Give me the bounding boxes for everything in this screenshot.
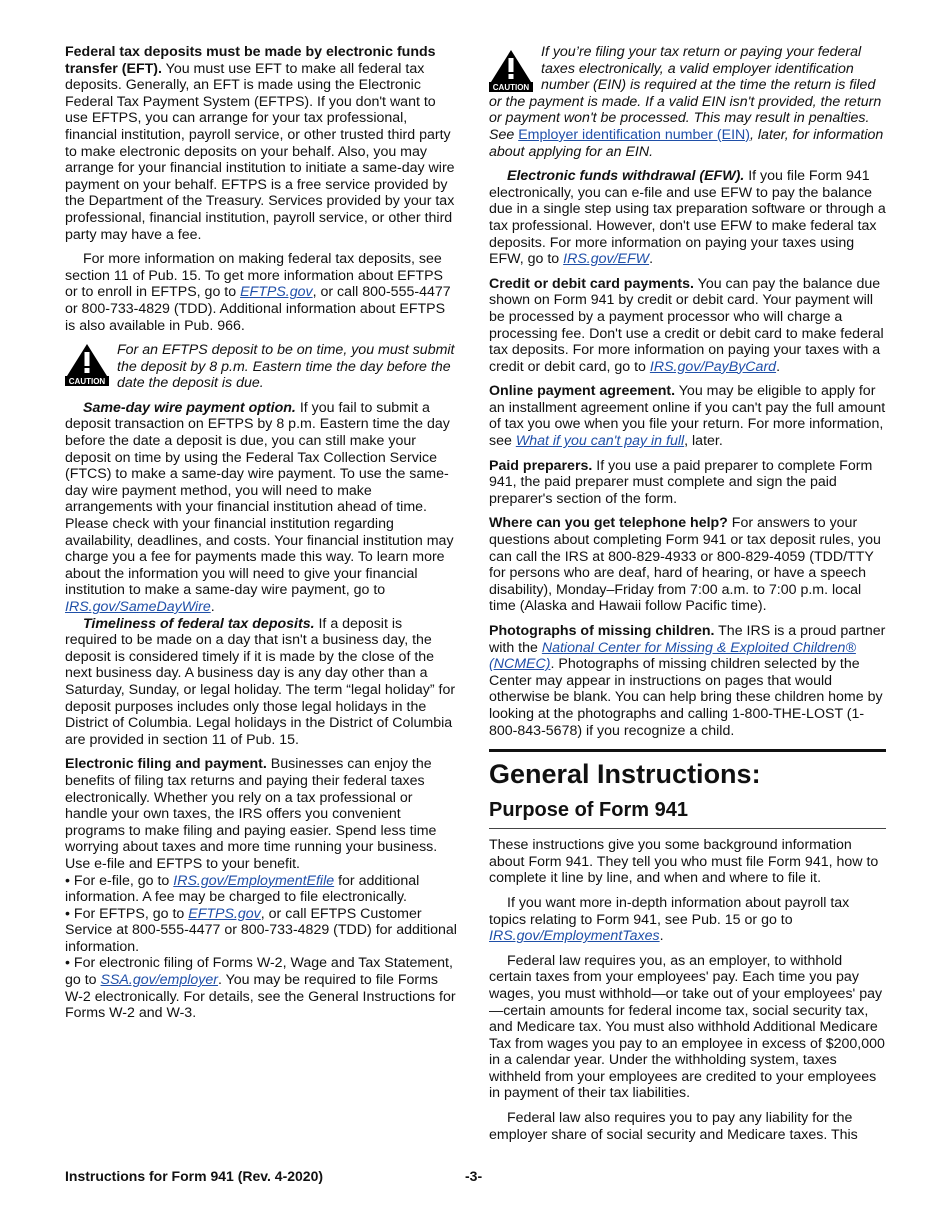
paragraph-efw <box>489 168 886 268</box>
card-payments-body: You can pay the balance due shown on Form 941 by credit or debit card. Your payment will be processed by a payment processor who will charge a processing fee. Don't use a credit or debit card to make federal tax deposits. For more information on paying your taxes with a credit or debit card, go to <box>489 275 884 375</box>
bullet-efile-text: • For e-file, go to <box>65 872 174 889</box>
caution-label: CAUTION <box>492 83 530 92</box>
eftps-link[interactable]: EFTPS.gov <box>240 284 313 301</box>
timeliness-heading: Timeliness of federal tax deposits. <box>83 615 315 632</box>
same-day-wire-link[interactable]: IRS.gov/SameDayWire <box>65 599 211 615</box>
bullet-eftps <box>65 906 458 956</box>
bullet-w2-text: • For electronic filing of Forms W-2, Wage and Tax Statement, go to <box>65 955 453 989</box>
paragraph-electronic-filing <box>65 756 458 872</box>
subheading-divider <box>489 828 886 829</box>
ssa-employer-link[interactable]: SSA.gov/employer <box>100 972 218 989</box>
missing-children-text: The IRS is a proud partner with the <box>489 623 886 656</box>
efw-link[interactable]: IRS.gov/EFW <box>563 251 650 268</box>
eftps-info-text: For more information on making federal tax deposits, see section 11 of Pub. 15. To get more information about EFTPS or to enroll in EFTPS, go to <box>65 251 444 301</box>
footer-title: Instructions for Form 941 (Rev. 4-2020) <box>65 1168 324 1184</box>
paragraph-same-day-wire <box>65 400 458 616</box>
paragraph-paid-preparers <box>489 458 886 508</box>
paragraph-timeliness <box>65 616 458 749</box>
paragraph-background: These instructions give you some background information about Form 941. They tell you who must file Form 941, how to complete it line by line, and when and where to file it. <box>489 837 879 887</box>
paragraph-missing-children <box>489 623 886 739</box>
bullet-efile-text-2: for additional information. A fee may be charged to file electronically. <box>65 872 420 906</box>
caution-ein-text: If you’re filing your tax return or paying your federal taxes electronically, a valid employer identification number (EIN) is required at the time the return is filed or the payment is made. If a valid EIN isn't provided, the return or payment won't be processed. This may result in penalties. See <box>489 44 882 143</box>
online-agreement-heading: Online payment agreement. <box>489 383 676 400</box>
telephone-help-heading: Where can you get telephone help? <box>489 515 728 532</box>
caution-eftps-deadline <box>65 342 458 392</box>
paragraph-employer-share: Federal law also requires you to pay any liability for the employer share of social security and Medicare taxes. This <box>489 1110 858 1143</box>
same-day-wire-body: If you fail to submit a deposit transaction on EFTPS by 8 p.m. Eastern time the day before the date a deposit is due, you can still make your deposit on time by using the Federal Tax Collection Service (FTCS) to make a same-day wire payment. To use the same-day wire payment method, you will need to make arrangements with your financial institution ahead of time. Please check with your financial institution regarding availability, deadlines, and costs. Your financial institution may charge you a fee for payments made this way. To learn more about the information you will need to give your financial institution to make a same-day wire payment, go to <box>65 399 454 599</box>
bullet-eftps-text-2: , or call EFTPS Customer Service at 800-555-4477 or 800-733-4829 (TDD) for additional information. <box>65 905 457 955</box>
purpose-heading: Purpose of Form 941 <box>489 799 688 822</box>
paragraph-withholding: Federal law requires you, as an employer, to withhold certain taxes from your employees' pay. Each time you pay wages, you must withhold—or take out of your employees' pay—certain amounts for federal income tax, social security tax, and Medicare tax. You must also withhold Additional Medicare Tax from wages you pay to an employee in excess of $200,000 in a calendar year. Under the withholding system, taxes withheld from your employees are credited to your employees in payment of their tax liabilities. <box>489 952 885 1102</box>
missing-children-text-2: . Photographs of missing children selected by the Center may appear in instructions on pages that would otherwise be blank. You can help bring these children home by looking at the photographs and calling 1-800-THE-LOST (1-800-843-5678) if you recognize a child. <box>489 656 883 739</box>
eftps-link-2[interactable]: EFTPS.gov <box>188 905 261 922</box>
bullet-w2 <box>65 955 458 1021</box>
efw-heading: Electronic funds withdrawal (EFW). <box>507 168 745 185</box>
timeliness-body: If a deposit is required to be made on a day that isn't a business day, the deposit is considered timely if it is made by the close of the next business day. A business day is any day other than a Saturday, Sunday, or legal holiday. The term “legal holiday” for deposit purposes includes only those legal holidays in the District of Columbia. Legal holidays in the District of Columbia are provided in section 11 of Pub. 15. <box>65 615 456 748</box>
missing-children-heading: Photographs of missing children. <box>489 623 715 639</box>
employment-efile-link[interactable]: IRS.gov/EmploymentEfile <box>173 872 335 889</box>
online-agreement-body: You may be eligible to apply for an installment agreement online if you can't pay the full amount of tax you owe when you file your return. For more information, see <box>489 383 886 450</box>
bullet-efile <box>65 873 458 906</box>
right-column <box>489 44 886 1151</box>
paragraph-eftps-info <box>65 251 458 334</box>
electronic-filing-body: Businesses can enjoy the benefits of filing tax returns and paying their federal taxes electronically. Whether you rely on a tax professional or handle your own taxes, the IRS offers you convenient programs to make filing and paying easier. Spend less time worrying about taxes and more time running your business. Use e-file and EFTPS to your benefit. <box>65 756 438 872</box>
telephone-help-body: For answers to your questions about completing Form 941 or tax deposit rules, you can call the IRS at 800-829-4933 or 800-829-4059 (TDD/TTY for persons who are deaf, hard of hearing, or have a speech disability), Monday–Friday from 7:00 a.m. to 7:00 p.m. local time (Alaska and Hawaii follow Pacific time). <box>489 515 881 615</box>
card-payments-end: . <box>776 358 781 375</box>
efw-end: . <box>649 251 654 268</box>
paragraph-in-depth <box>489 895 886 945</box>
same-day-wire-heading: Same-day wire payment option. <box>83 399 296 416</box>
caution-ein <box>489 44 886 160</box>
in-depth-text: If you want more in-depth information about payroll tax topics relating to Form 941, see Pub. 15 or go to <box>489 894 850 928</box>
bullet-eftps-text: • For EFTPS, go to <box>65 905 189 922</box>
eft-body: You must use EFT to make all federal tax deposits. Generally, an EFT is made using the Electronic Federal Tax Payment System (EFTPS). If you don't want to use EFTPS, you can arrange for your tax professional, financial institution, payroll service, or other trusted third party to make electronic deposits on your behalf. Also, you may arrange for your financial institution to initiate a same-day wire payment on your behalf. EFTPS is a free service provided by the Department of the Treasury. Services provided by your tax professional, financial institution, payroll service, or other third party may have a fee. <box>65 60 455 243</box>
pay-by-card-link[interactable]: IRS.gov/PayByCard <box>649 358 777 375</box>
efw-body: If you file Form 941 electronically, you can e-file and use EFW to pay the balance due in a single step using tax preparation software or through a tax professional. However, don't use EFW to make federal tax deposits. For more information on paying your taxes using EFW, go to <box>489 168 886 268</box>
paragraph-online-agreement <box>489 383 886 449</box>
caution-ein-text-2: , later, for information about applying for an EIN. <box>489 126 884 160</box>
caution-icon <box>489 48 533 92</box>
same-day-wire-end: . <box>210 599 215 615</box>
paragraph-eft <box>65 44 458 243</box>
in-depth-end: . <box>659 928 664 945</box>
eft-heading: Federal tax deposits must be made by electronic funds transfer (EFT). <box>65 44 436 77</box>
paid-preparers-body: If you use a paid preparer to complete Form 941, the paid preparer must complete and sign the paid preparer's section of the form. <box>489 457 873 507</box>
section-divider <box>489 749 886 752</box>
paragraph-telephone-help <box>489 515 886 615</box>
electronic-filing-heading: Electronic filing and payment. <box>65 756 267 773</box>
paid-preparers-heading: Paid preparers. <box>489 457 593 474</box>
general-instructions-heading: General Instructions: <box>489 759 761 790</box>
eftps-info-text-2: , or call 800-555-4477 or 800-733-4829 (TDD). Additional information about EFTPS is also available in Pub. 966. <box>65 284 451 334</box>
left-column <box>65 44 458 1022</box>
employment-taxes-link[interactable]: IRS.gov/EmploymentTaxes <box>489 928 660 945</box>
card-payments-heading: Credit or debit card payments. <box>489 275 694 292</box>
ncmec-link[interactable]: National Center for Missing & Exploited Children® (NCMEC) <box>489 639 856 673</box>
online-agreement-end: , later. <box>684 433 723 450</box>
caution-label: CAUTION <box>68 377 106 387</box>
caution-icon <box>65 342 109 386</box>
cant-pay-link[interactable]: What if you can't pay in full <box>515 433 685 450</box>
paragraph-card-payments <box>489 276 886 376</box>
page-number: -3- <box>465 1168 483 1184</box>
ein-link[interactable]: Employer identification number (EIN) <box>518 126 751 143</box>
bullet-w2-text-2: . You may be required to file Forms W-2 electronically. For details, see the General Instructions for Forms W-2 and W-3. <box>65 972 456 1022</box>
caution-text: For an EFTPS deposit to be on time, you must submit the deposit by 8 p.m. Eastern time the day before the date the deposit is due. <box>117 342 455 392</box>
